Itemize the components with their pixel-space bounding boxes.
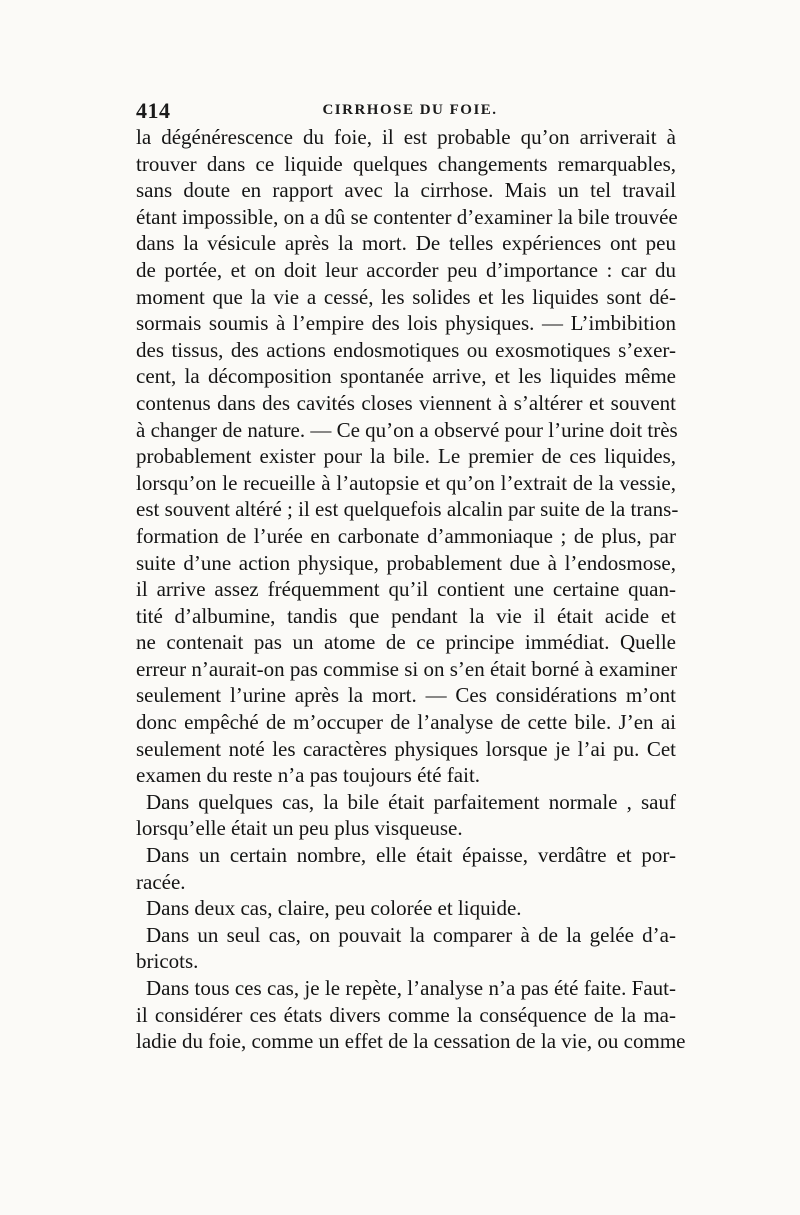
text-line: Dans deux cas, claire, peu colorée et liquide. [146,896,522,921]
text-line: Dans quelques cas, la bile était parfaitement normale , sauf [146,789,676,814]
text-line: lorsqu’elle était un peu plus visqueuse. [136,816,463,841]
text-line: examen du reste n’a pas toujours été fait. [136,763,481,788]
text-line: suite d’une action physique, probablement due à l’endosmose, [136,550,676,575]
text-line: à changer de nature. — Ce qu’on a observé pour l’urine doit très [136,417,678,442]
body-text [136,124,686,1055]
text-line: moment que la vie a cessé, les solides et les liquides sont dé- [136,284,676,309]
text-line: sormais soumis à l’empire des lois physiques. — L’imbibition [136,311,676,336]
text-line: trouver dans ce liquide quelques changements remarquables, [136,151,676,176]
text-line: lorsqu’on le recueille à l’autopsie et qu’on l’extrait de la vessie, [136,470,676,495]
text-line: Dans un certain nombre, elle était épaisse, verdâtre et por- [146,843,676,868]
running-head: CIRRHOSE DU FOIE. [322,102,498,118]
text-line: il arrive assez fréquemment qu’il contient une certaine quan- [136,577,676,602]
text-line: erreur n’aurait-on pas commise si on s’en était borné à examiner [136,656,678,681]
text-line: ne contenait pas un atome de ce principe immédiat. Quelle [136,630,676,655]
text-line: donc empêché de m’occuper de l’analyse de cette bile. J’en ai [136,710,676,735]
text-line: la dégénérescence du foie, il est probable qu’on arriverait à [136,125,676,149]
text-line: ladie du foie, comme un effet de la cessation de la vie, ou comme [136,1029,686,1054]
text-line: étant impossible, on a dû se contenter d’examiner la bile trouvée [136,204,678,229]
text-line: sans doute en rapport avec la cirrhose. Mais un tel travail [136,178,676,203]
text-line: est souvent altéré ; il est quelquefois alcalin par suite de la trans- [136,497,679,522]
text-line: seulement noté les caractères physiques lorsque je l’ai pu. Cet [136,736,676,761]
text-line: il considérer ces états divers comme la conséquence de la ma- [136,1002,676,1027]
page-number: 414 [136,98,171,123]
text-line: cent, la décomposition spontanée arrive, et les liquides même [136,364,676,389]
text-line: Dans un seul cas, on pouvait la comparer à de la gelée d’a- [146,922,676,947]
text-line: Dans tous ces cas, je le repète, l’analyse n’a pas été faite. Faut- [146,976,676,1000]
text-line: contenus dans des cavités closes viennent à s’altérer et souvent [136,390,676,415]
text-line: formation de l’urée en carbonate d’ammoniaque ; de plus, par [136,523,676,548]
text-line: racée. [136,869,186,894]
text-line: de portée, et on doit leur accorder peu d’importance : car du [136,257,676,282]
text-line: dans la vésicule après la mort. De telles expériences ont peu [136,231,676,256]
text-line: bricots. [136,949,199,974]
page-header [136,98,684,122]
text-line: probablement exister pour la bile. Le premier de ces liquides, [136,444,676,469]
text-line: des tissus, des actions endosmotiques ou exosmotiques s’exer- [136,337,676,362]
text-line: tité d’albumine, tandis que pendant la vie il était acide et [136,603,676,628]
text-line: seulement l’urine après la mort. — Ces considérations m’ont [136,683,676,708]
